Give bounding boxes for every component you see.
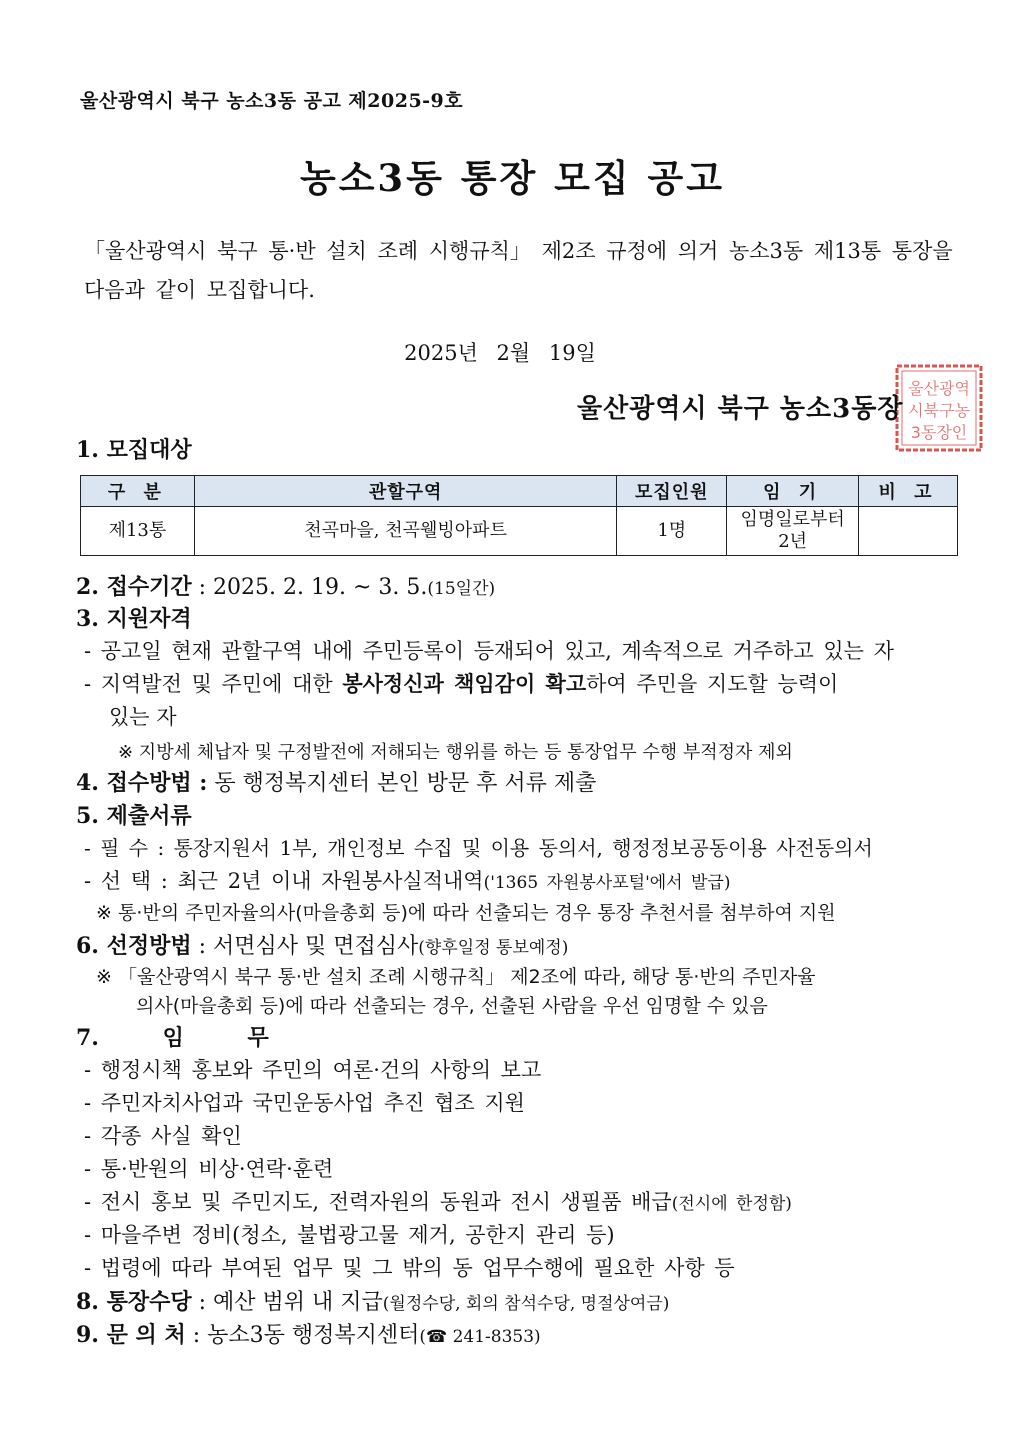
list-item: - 법령에 따라 부여된 업무 및 그 밖의 동 업무수행에 필요한 사항 등	[84, 1256, 735, 1280]
section-3-note: ※ 지방세 체납자 및 구정발전에 저해되는 행위를 하는 등 통장업무 수행 부적정자 제외	[118, 742, 793, 763]
term-line-2: 2년	[778, 531, 808, 552]
section-5-heading: 5. 제출서류	[76, 803, 192, 829]
header-count: 모집인원	[617, 476, 727, 507]
header-term: 임 기	[727, 476, 859, 507]
section-4	[76, 766, 596, 797]
section-8-value: : 예산 범위 내 지급	[191, 1290, 383, 1315]
section-2-value: : 2025. 2. 19. ~ 3. 5.	[191, 575, 428, 600]
item-2-small: ('1365 자원봉사포털'에서 발급)	[483, 873, 731, 893]
section-2	[76, 570, 495, 601]
list-item: - 행정시책 홍보와 주민의 여론·건의 사항의 보고	[84, 1058, 542, 1082]
section-2-note: (15일간)	[427, 579, 496, 599]
cell-division: 제13통	[81, 507, 195, 556]
list-item: - 각종 사실 확인	[84, 1124, 242, 1148]
section-1-heading: 1. 모집대상	[76, 437, 192, 463]
cell-term	[727, 507, 859, 556]
section-6-small: (향후일정 통보예정)	[418, 938, 569, 958]
section-7-heading: 7. 임 무	[76, 1025, 269, 1051]
section-5-item-2	[84, 865, 730, 895]
section-3-item-2	[84, 668, 838, 698]
cell-area: 천곡마을, 천곡웰빙아파트	[194, 507, 616, 556]
header-remarks: 비 고	[859, 476, 958, 507]
item-2-post: 하여 주민을 지도할 능력이	[586, 672, 839, 696]
section-8	[76, 1285, 669, 1316]
section-5-item-1: - 필 수 : 통장지원서 1부, 개인정보 수집 및 이용 동의서, 행정정보공동이용 사전동의서	[84, 836, 873, 860]
item-5-small: (전시에 한정함)	[671, 1194, 792, 1214]
item-2-text: - 선 택 : 최근 2년 이내 자원봉사실적내역	[84, 869, 484, 893]
item-2-pre: - 지역발전 및 주민에 대한	[84, 672, 343, 696]
section-6-heading: 6. 선정방법	[76, 933, 192, 959]
table-row	[81, 507, 958, 556]
section-6-note-2: 의사(마을총회 등)에 따라 선출되는 경우, 선출된 사람을 우선 임명할 수 있음	[136, 995, 768, 1017]
list-item	[84, 1186, 792, 1216]
item-2-bold: 봉사정신과 책임감이 확고	[342, 671, 587, 696]
section-4-heading: 4. 접수방법 :	[76, 770, 208, 796]
section-3-heading: 3. 지원자격	[76, 606, 192, 632]
section-4-value: 동 행정복지센터 본인 방문 후 서류 제출	[207, 771, 597, 796]
notice-date: 2025년 2월 19일	[404, 341, 596, 365]
item-5-text: - 전시 홍보 및 주민지도, 전력자원의 동원과 전시 생필품 배급	[84, 1190, 672, 1214]
section-9-value: : 농소3동 행정복지센터	[185, 1323, 420, 1348]
notice-number: 울산광역시 북구 농소3동 공고 제2025-9호	[80, 90, 464, 112]
seal-line-1: 울산광역	[908, 379, 970, 398]
list-item: - 마을주변 정비(청소, 불법광고물 제거, 공한지 관리 등)	[84, 1223, 615, 1247]
cell-remarks	[859, 507, 958, 556]
section-8-small: (월정수당, 회의 참석수당, 명절상여금)	[382, 1294, 670, 1314]
section-5-note: ※ 통·반의 주민자율의사(마을총회 등)에 따라 선출되는 경우 통장 추천서를 첨부하여 지원	[96, 902, 836, 924]
section-6	[76, 929, 568, 960]
seal-line-2: 시북구농	[908, 401, 970, 420]
section-6-value: : 서면심사 및 면접심사	[191, 934, 419, 959]
section-9	[76, 1318, 541, 1349]
section-2-heading: 2. 접수기간	[76, 574, 192, 600]
recruitment-table	[80, 475, 958, 556]
section-6-note-1: ※ 「울산광역시 북구 통·반 설치 조례 시행규칙」 제2조에 따라, 해당 통·반의 주민자율	[96, 966, 816, 988]
document-title: 농소3동 통장 모집 공고	[299, 156, 726, 200]
issuer-name: 울산광역시 북구 농소3동장	[577, 394, 904, 424]
section-3-item-2-cont: 있는 자	[109, 705, 177, 729]
intro-paragraph: 「울산광역시 북구 통·반 설치 조례 시행규칙」 제2조 규정에 의거 농소3동 제13통 통장을 다음과 같이 모집합니다.	[84, 239, 953, 302]
official-seal-icon	[893, 362, 985, 454]
seal-line-3: 3동장인	[910, 423, 968, 442]
list-item: - 통·반원의 비상·연락·훈련	[84, 1157, 334, 1181]
section-9-phone: (☎ 241-8353)	[419, 1327, 541, 1347]
section-9-heading: 9. 문 의 처	[76, 1322, 186, 1348]
term-line-1: 임명일로부터	[740, 509, 845, 530]
cell-count: 1명	[617, 507, 727, 556]
list-item: - 주민자치사업과 국민운동사업 추진 협조 지원	[84, 1091, 525, 1115]
header-area: 관할구역	[194, 476, 616, 507]
section-8-heading: 8. 통장수당	[76, 1289, 192, 1315]
header-division: 구 분	[81, 476, 195, 507]
section-3-item-1: - 공고일 현재 관할구역 내에 주민등록이 등재되어 있고, 계속적으로 거주하고 있는 자	[84, 639, 894, 663]
table-header-row	[81, 476, 958, 507]
